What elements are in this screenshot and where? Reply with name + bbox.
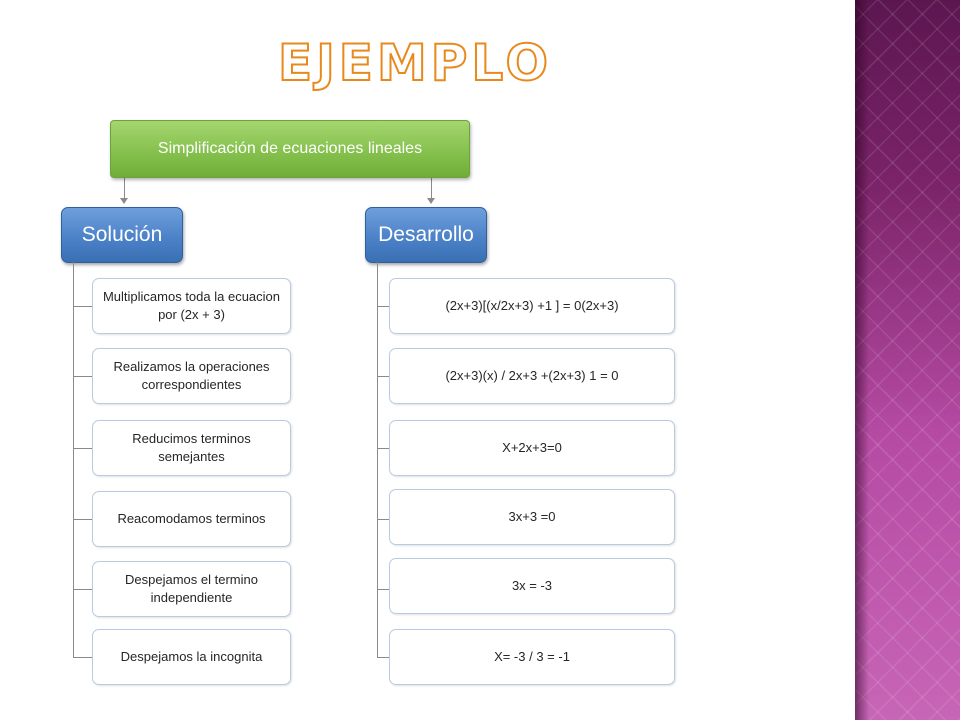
development-step-6: X= -3 / 3 = -1 xyxy=(389,629,675,685)
connector-root-left xyxy=(124,176,125,198)
header-desarrollo: Desarrollo xyxy=(365,207,487,263)
left-branch xyxy=(73,306,93,307)
right-tree-line xyxy=(377,262,378,657)
development-step-3: X+2x+3=0 xyxy=(389,420,675,476)
decorative-pattern-panel xyxy=(855,0,960,720)
header-solucion: Solución xyxy=(61,207,183,263)
arrow-down-icon xyxy=(427,198,435,204)
solution-step-6: Despejamos la incognita xyxy=(92,629,291,685)
solution-step-5: Despejamos el termino independiente xyxy=(92,561,291,617)
left-branch xyxy=(73,519,93,520)
left-branch xyxy=(73,448,93,449)
left-branch xyxy=(73,376,93,377)
root-node: Simplificación de ecuaciones lineales xyxy=(110,120,470,178)
left-branch xyxy=(73,657,93,658)
development-step-5: 3x = -3 xyxy=(389,558,675,614)
development-step-1: (2x+3)[(x/2x+3) +1 ] = 0(2x+3) xyxy=(389,278,675,334)
left-branch xyxy=(73,589,93,590)
slide-title: EJEMPLO xyxy=(278,34,552,92)
solution-step-2: Realizamos la operaciones correspondientes xyxy=(92,348,291,404)
connector-root-right xyxy=(431,176,432,198)
solution-step-1: Multiplicamos toda la ecuacion por (2x + 3) xyxy=(92,278,291,334)
solution-step-4: Reacomodamos terminos xyxy=(92,491,291,547)
development-step-2: (2x+3)(x) / 2x+3 +(2x+3) 1 = 0 xyxy=(389,348,675,404)
solution-step-3: Reducimos terminos semejantes xyxy=(92,420,291,476)
development-step-4: 3x+3 =0 xyxy=(389,489,675,545)
arrow-down-icon xyxy=(120,198,128,204)
left-tree-line xyxy=(73,262,74,657)
